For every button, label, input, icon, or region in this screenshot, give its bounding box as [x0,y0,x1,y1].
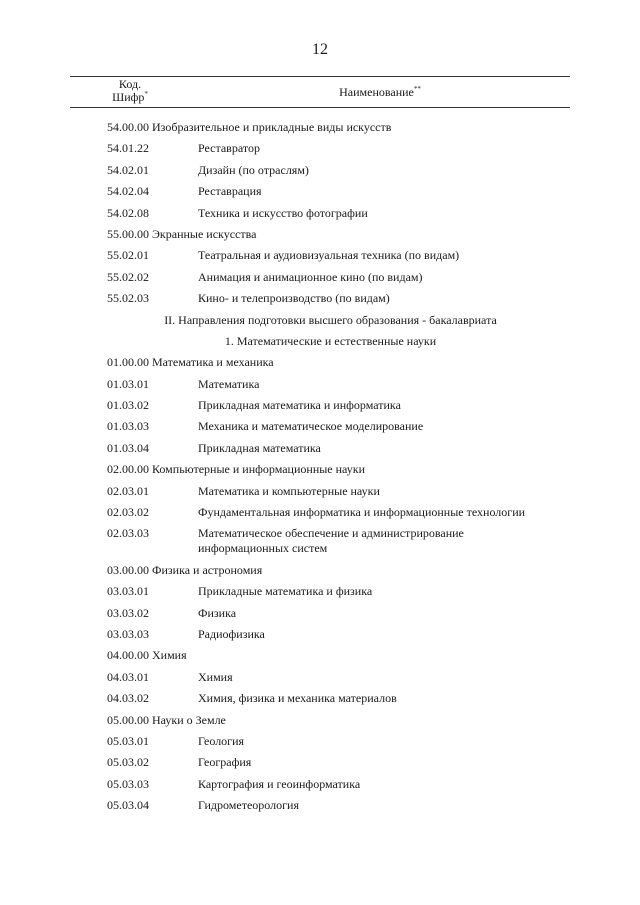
row-name-line: Химия, физика и механика материалов [198,691,397,706]
row-code: 02.03.01 [107,483,149,498]
section-heading: 1. Математические и естественные науки [224,333,437,348]
row-name-line: Техника и искусство фотографии [198,205,368,220]
group-heading: 01.00.00 Математика и механика [107,355,274,370]
table-row [107,398,570,413]
row-name [198,526,570,556]
table-row [107,584,570,599]
row-name [198,398,570,413]
row-name [198,627,570,642]
table-row [107,734,570,749]
row-name [198,441,570,456]
row-name-line: Картография и геоинформатика [198,776,361,791]
row-name [198,734,570,749]
row-name-line: Дизайн (по отраслям) [198,162,309,177]
row-code: 05.03.03 [107,776,149,791]
row-code: 04.03.02 [107,691,149,706]
column-header-code [70,78,190,104]
row-name [198,755,570,770]
row-code: 55.02.03 [107,291,149,306]
row-name [198,798,570,813]
code-header-label: Шифр [112,90,145,104]
row-name [198,670,570,685]
table-row [107,691,570,706]
row-name-line: Кино- и телепроизводство (по видам) [198,291,390,306]
row-code: 55.02.02 [107,269,149,284]
table-row [107,798,570,813]
group-heading: 05.00.00 Науки о Земле [107,712,226,727]
row-name-line: информационных систем [198,541,328,556]
table-row [107,184,570,199]
row-code: 05.03.01 [107,733,149,748]
group-heading: 03.00.00 Физика и астрономия [107,562,263,577]
name-header-label: Наименование [339,85,414,99]
table-row [107,441,570,456]
row-code: 54.02.08 [107,205,149,220]
row-name-line: Театральная и аудиовизуальная техника (по видам) [198,248,460,263]
row-name [198,291,570,306]
row-code: 54.01.22 [107,141,149,156]
row-code: 02.03.02 [107,505,149,520]
row-name-line: Физика [198,605,237,620]
code-footnote-mark: * [144,90,148,98]
row-code: 01.03.02 [107,398,149,413]
page-number: 12 [312,41,328,58]
table-row [107,291,570,306]
row-code: 03.03.03 [107,626,149,641]
row-name-line: Прикладная математика и информатика [198,398,401,413]
section-heading: II. Направления подготовки высшего образования - бакалавриата [164,312,497,327]
table-row [107,505,570,520]
row-code: 54.02.01 [107,162,149,177]
row-code: 05.03.02 [107,755,149,770]
row-name-line: Реставрация [198,184,262,199]
table-row [107,270,570,285]
row-name [198,248,570,263]
table-row [107,419,570,434]
row-name-line: География [198,755,252,770]
group-heading: 02.00.00 Компьютерные и информационные науки [107,462,366,477]
row-code: 04.03.01 [107,669,149,684]
row-name-line: Механика и математическое моделирование [198,419,424,434]
row-name [198,584,570,599]
row-name [198,206,570,221]
row-name-line: Математическое обеспечение и администрирование [198,526,464,541]
row-name [198,141,570,156]
table-row [107,163,570,178]
row-name-line: Прикладная математика [198,440,321,455]
table-row [107,526,570,556]
row-name-line: Химия [198,669,233,684]
table-row [107,777,570,792]
row-name [198,606,570,621]
table-row [107,606,570,621]
row-name-line: Радиофизика [198,626,265,641]
row-name-line: Математика и компьютерные науки [198,483,380,498]
group-heading: 55.00.00 Экранные искусства [107,226,257,241]
row-code: 03.03.01 [107,584,149,599]
column-header-name [190,85,570,100]
row-name [198,484,570,499]
row-name-line: Анимация и анимационное кино (по видам) [198,269,423,284]
table-row [107,627,570,642]
code-header-line1: Код. [118,77,142,91]
row-name-line: Математика [198,376,260,391]
row-code: 01.03.04 [107,440,149,455]
row-name-line: Фундаментальная информатика и информационные технологии [198,505,526,520]
table-header [70,76,570,108]
row-code: 03.03.02 [107,605,149,620]
table-row [107,248,570,263]
table-row [107,670,570,685]
row-code: 01.03.01 [107,376,149,391]
table-row [107,206,570,221]
row-name-line: Прикладные математика и физика [198,584,373,599]
classifier-list [107,120,570,820]
row-name [198,184,570,199]
row-code: 55.02.01 [107,248,149,263]
row-name [198,163,570,178]
group-heading: 04.00.00 Химия [107,648,187,663]
row-code: 01.03.03 [107,419,149,434]
row-code: 02.03.03 [107,526,149,541]
row-name-line: Реставратор [198,141,260,156]
row-code: 54.02.04 [107,184,149,199]
table-row [107,141,570,156]
row-name [198,691,570,706]
table-row [107,377,570,392]
row-code: 05.03.04 [107,798,149,813]
row-name [198,777,570,792]
code-header-line2 [70,91,190,104]
group-heading: 54.00.00 Изобразительное и прикладные виды искусств [107,120,392,134]
row-name [198,505,570,520]
table-row [107,755,570,770]
row-name-line: Геология [198,733,245,748]
name-footnote-mark: ** [413,85,421,93]
row-name [198,419,570,434]
row-name [198,270,570,285]
table-row [107,484,570,499]
row-name-line: Гидрометеорология [198,798,299,813]
row-name [198,377,570,392]
